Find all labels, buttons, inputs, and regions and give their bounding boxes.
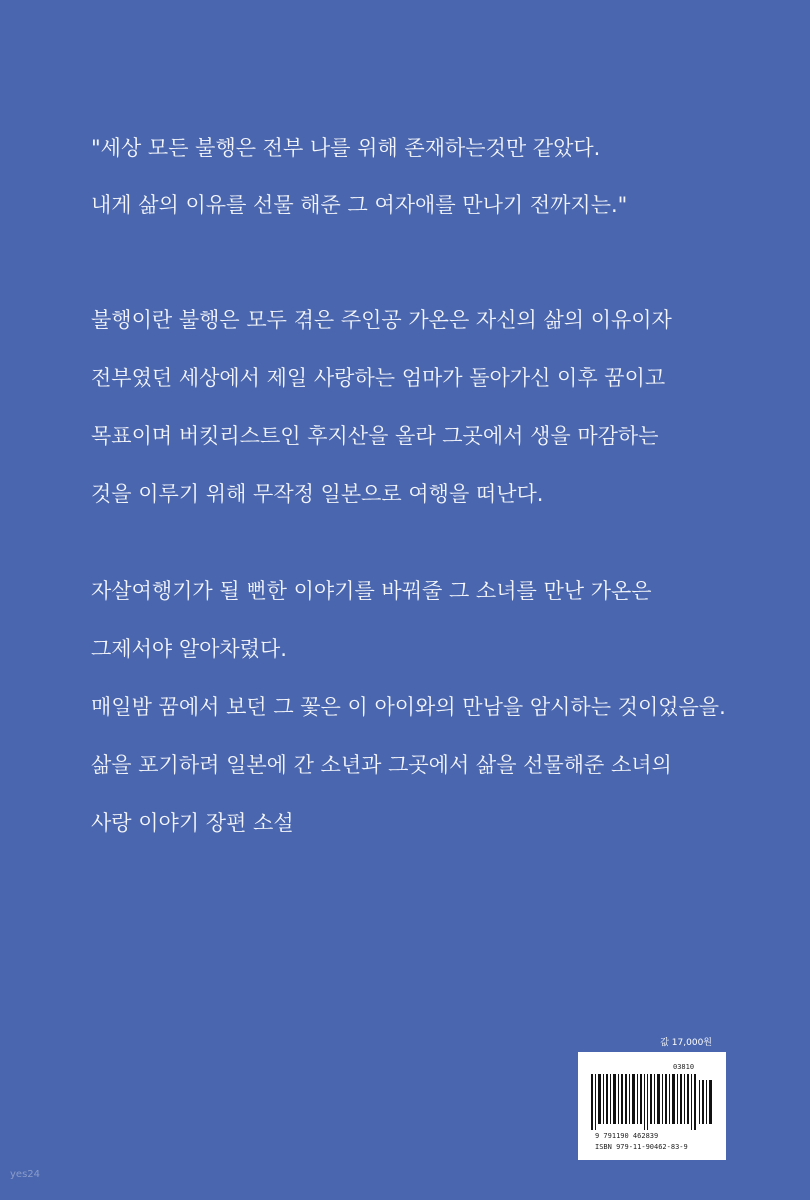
quote-line-2: 내게 삶의 이유를 선물 해준 그 여자애를 만나기 전까지는.": [91, 193, 628, 217]
quote-paragraph: [91, 133, 791, 220]
synopsis-line-3: 목표이며 버킷리스트인 후지산을 올라 그곳에서 생을 마감하는: [91, 424, 659, 448]
synopsis-line-1: 불행이란 불행은 모두 겪은 주인공 가온은 자신의 삶의 이유이자: [91, 308, 672, 332]
synopsis-line-5: 자살여행기가 될 뻔한 이야기를 바꿔줄 그 소녀를 만난 가온은: [91, 579, 652, 603]
synopsis-line-2: 전부였던 세상에서 제일 사랑하는 엄마가 돌아가신 이후 꿈이고: [91, 366, 666, 390]
synopsis-line-6: 그제서야 알아차렸다.: [91, 637, 287, 661]
synopsis-line-9: 사랑 이야기 장편 소설: [91, 811, 294, 835]
synopsis-line-8: 삶을 포기하려 일본에 간 소년과 그곳에서 삶을 선물해준 소녀의: [91, 753, 672, 777]
barcode-icon: [589, 1074, 715, 1130]
synopsis-line-7: 매일밤 꿈에서 보던 그 꽃은 이 아이와의 만남을 암시하는 것이었음을.: [91, 695, 726, 719]
barcode-digits: 9 791190 462839: [595, 1132, 659, 1140]
quote-line-1: "세상 모든 불행은 전부 나를 위해 존재하는것만 같았다.: [91, 136, 601, 160]
isbn-text: ISBN 979-11-90462-83-9: [595, 1143, 688, 1151]
addon-code: 03810: [673, 1063, 695, 1071]
price-label: 값 17,000원: [660, 1038, 712, 1048]
synopsis-line-4: 것을 이루기 위해 무작정 일본으로 여행을 떠난다.: [91, 482, 544, 506]
watermark: yes24: [10, 1169, 41, 1180]
synopsis-paragraph-2: [91, 576, 791, 838]
synopsis-paragraph-1: [91, 305, 791, 509]
isbn-barcode-box: [578, 1052, 726, 1160]
